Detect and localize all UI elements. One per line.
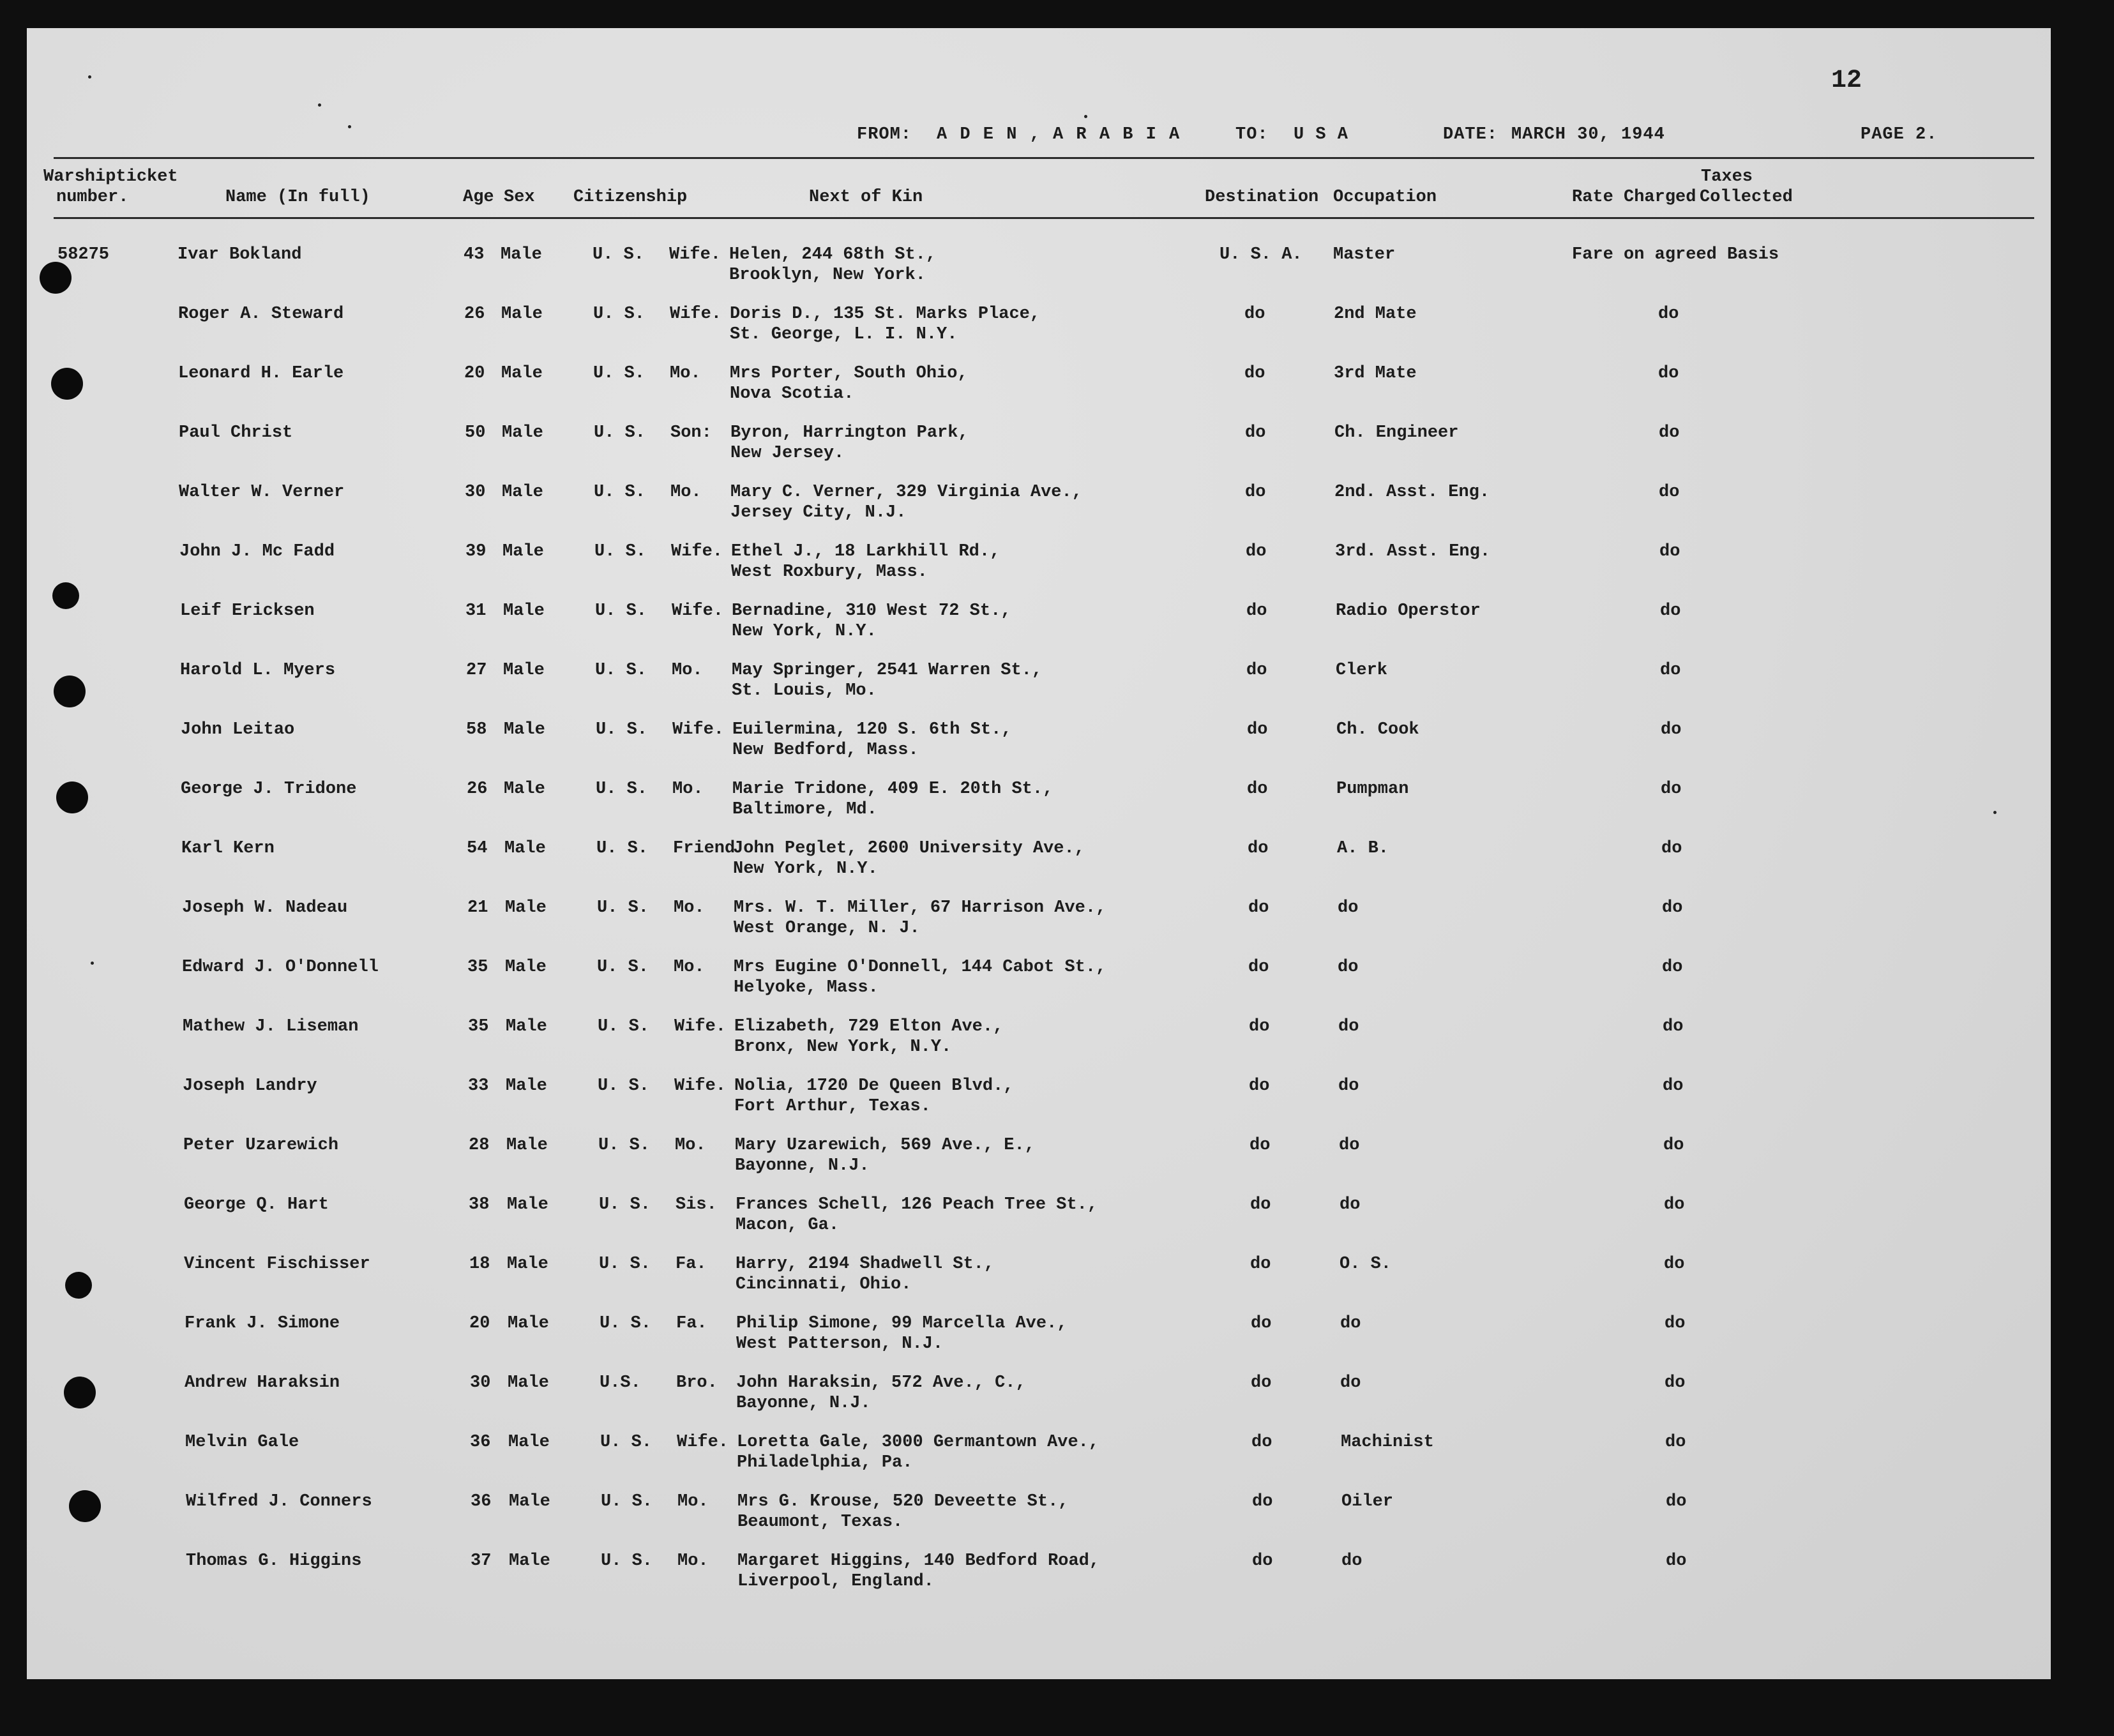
passenger-age: 31 bbox=[465, 601, 487, 621]
passenger-name: Edward J. O'Donnell bbox=[182, 958, 379, 977]
rate-charged: do bbox=[1662, 958, 1683, 977]
passenger-name: Joseph W. Nadeau bbox=[182, 898, 348, 917]
kin-relation: Mo. bbox=[674, 958, 705, 977]
passenger-occupation: do bbox=[1338, 1017, 1359, 1036]
passenger-destination: do bbox=[1248, 958, 1269, 977]
rate-charged: do bbox=[1659, 542, 1680, 561]
col-occupation: Occupation bbox=[1333, 188, 1437, 207]
passenger-citizenship: U. S. bbox=[599, 1255, 651, 1274]
from-label: FROM: bbox=[857, 125, 912, 144]
kin-name-address: Nolia, 1720 De Queen Blvd., bbox=[734, 1076, 1014, 1096]
passenger-sex: Male bbox=[509, 1492, 550, 1511]
passenger-occupation: do bbox=[1341, 1551, 1363, 1571]
passenger-citizenship: U. S. bbox=[601, 1551, 653, 1571]
passenger-destination: do bbox=[1244, 364, 1265, 383]
passenger-name: Ivar Bokland bbox=[177, 245, 302, 264]
from-value: A D E N , A R A B I A bbox=[937, 125, 1181, 144]
table-row bbox=[27, 1017, 2051, 1075]
kin-relation: Mo. bbox=[672, 661, 703, 680]
rate-charged: do bbox=[1665, 1314, 1686, 1333]
rate-charged: do bbox=[1661, 720, 1682, 739]
passenger-age: 38 bbox=[469, 1195, 490, 1214]
passenger-citizenship: U. S. bbox=[593, 305, 646, 324]
rate-charged: do bbox=[1659, 483, 1680, 502]
passenger-destination: do bbox=[1244, 305, 1265, 324]
punch-hole bbox=[64, 1377, 96, 1408]
passenger-destination: do bbox=[1246, 661, 1267, 680]
kin-city: New Bedford, Mass. bbox=[732, 741, 919, 760]
passenger-citizenship: U. S. bbox=[595, 661, 647, 680]
kin-name-address: Byron, Harrington Park, bbox=[730, 423, 969, 442]
table-row bbox=[27, 780, 2051, 837]
passenger-occupation: Ch. Cook bbox=[1336, 720, 1419, 739]
kin-city: Bayonne, N.J. bbox=[736, 1394, 871, 1413]
table-row bbox=[27, 1492, 2051, 1550]
passenger-age: 36 bbox=[470, 1433, 491, 1452]
passenger-age: 21 bbox=[467, 898, 488, 917]
passenger-name: Wilfred J. Conners bbox=[186, 1492, 372, 1511]
passenger-name: George J. Tridone bbox=[181, 780, 357, 799]
passenger-name: Frank J. Simone bbox=[185, 1314, 340, 1333]
passenger-citizenship: U. S. bbox=[593, 364, 646, 383]
rate-charged: do bbox=[1662, 898, 1683, 917]
passenger-citizenship: U. S. bbox=[599, 1195, 651, 1214]
passenger-sex: Male bbox=[508, 1314, 549, 1333]
punch-hole bbox=[65, 1272, 92, 1299]
passenger-name: Andrew Haraksin bbox=[185, 1373, 340, 1393]
kin-relation: Son: bbox=[670, 423, 712, 442]
passenger-destination: do bbox=[1248, 839, 1269, 858]
punch-hole bbox=[51, 368, 83, 400]
passenger-occupation: do bbox=[1340, 1314, 1361, 1333]
rate-charged: do bbox=[1660, 601, 1681, 621]
kin-city: Macon, Ga. bbox=[736, 1216, 840, 1235]
kin-city: Brooklyn, New York. bbox=[729, 266, 926, 285]
manifest-page bbox=[27, 28, 2051, 1679]
table-row bbox=[27, 839, 2051, 896]
kin-relation: Mo. bbox=[675, 1136, 706, 1155]
passenger-citizenship: U. S. bbox=[601, 1492, 653, 1511]
kin-name-address: May Springer, 2541 Warren St., bbox=[732, 661, 1043, 680]
kin-relation: Wife. bbox=[674, 1017, 727, 1036]
rate-charged: do bbox=[1663, 1076, 1684, 1096]
punch-hole bbox=[69, 1490, 101, 1522]
passenger-sex: Male bbox=[502, 423, 543, 442]
passenger-name: Peter Uzarewich bbox=[183, 1136, 339, 1155]
kin-relation: Fa. bbox=[676, 1314, 707, 1333]
kin-name-address: Bernadine, 310 West 72 St., bbox=[732, 601, 1011, 621]
kin-city: New York, N.Y. bbox=[733, 859, 878, 879]
kin-city: Fort Arthur, Texas. bbox=[734, 1097, 931, 1116]
table-row bbox=[27, 483, 2051, 540]
passenger-occupation: do bbox=[1338, 1076, 1359, 1096]
table-row bbox=[27, 1255, 2051, 1312]
passenger-destination: do bbox=[1252, 1492, 1273, 1511]
passenger-age: 36 bbox=[471, 1492, 492, 1511]
rate-charged: Fare on agreed Basis bbox=[1572, 245, 1779, 264]
kin-name-address: Margaret Higgins, 140 Bedford Road, bbox=[737, 1551, 1100, 1571]
passenger-occupation: A. B. bbox=[1337, 839, 1389, 858]
passenger-name: Roger A. Steward bbox=[178, 305, 344, 324]
passenger-sex: Male bbox=[509, 1551, 550, 1571]
kin-city: Cincinnati, Ohio. bbox=[736, 1275, 912, 1294]
passenger-citizenship: U. S. bbox=[600, 1314, 652, 1333]
kin-relation: Mo. bbox=[670, 483, 702, 502]
passenger-occupation: Pumpman bbox=[1336, 780, 1409, 799]
passenger-sex: Male bbox=[503, 601, 545, 621]
passenger-occupation: Master bbox=[1333, 245, 1396, 264]
passenger-citizenship: U. S. bbox=[593, 245, 645, 264]
passenger-age: 54 bbox=[467, 839, 488, 858]
passenger-sex: Male bbox=[505, 958, 547, 977]
kin-name-address: Elizabeth, 729 Elton Ave., bbox=[734, 1017, 1004, 1036]
passenger-destination: do bbox=[1250, 1255, 1271, 1274]
kin-name-address: Mary C. Verner, 329 Virginia Ave., bbox=[730, 483, 1082, 502]
kin-city: Baltimore, Md. bbox=[732, 800, 877, 819]
passenger-destination: do bbox=[1250, 1195, 1271, 1214]
passenger-occupation: Clerk bbox=[1336, 661, 1388, 680]
kin-relation: Wife. bbox=[669, 245, 721, 264]
passenger-destination: do bbox=[1249, 1076, 1270, 1096]
rate-charged: do bbox=[1666, 1551, 1687, 1571]
passenger-destination: do bbox=[1248, 898, 1269, 917]
col-next-of-kin: Next of Kin bbox=[809, 188, 923, 207]
kin-city: Jersey City, N.J. bbox=[730, 503, 907, 522]
kin-name-address: Mrs. W. T. Miller, 67 Harrison Ave., bbox=[734, 898, 1106, 917]
kin-name-address: Frances Schell, 126 Peach Tree St., bbox=[736, 1195, 1098, 1214]
kin-name-address: Mrs Eugine O'Donnell, 144 Cabot St., bbox=[734, 958, 1106, 977]
rate-charged: do bbox=[1663, 1136, 1684, 1155]
kin-city: West Orange, N. J. bbox=[734, 919, 920, 938]
col-destination: Destination bbox=[1205, 188, 1319, 207]
kin-name-address: Mrs G. Krouse, 520 Deveette St., bbox=[737, 1492, 1069, 1511]
passenger-age: 30 bbox=[465, 483, 486, 502]
rate-charged: do bbox=[1658, 305, 1679, 324]
speck bbox=[1084, 115, 1087, 118]
passenger-occupation: 2nd. Asst. Eng. bbox=[1334, 483, 1490, 502]
rate-charged: do bbox=[1661, 839, 1682, 858]
passenger-age: 20 bbox=[469, 1314, 490, 1333]
passenger-name: Leif Ericksen bbox=[180, 601, 315, 621]
kin-relation: Mo. bbox=[677, 1551, 709, 1571]
table-row bbox=[27, 245, 2051, 303]
kin-city: Beaumont, Texas. bbox=[737, 1513, 903, 1532]
table-row bbox=[27, 364, 2051, 421]
passenger-sex: Male bbox=[501, 364, 543, 383]
passenger-sex: Male bbox=[506, 1017, 547, 1036]
kin-name-address: Helen, 244 68th St., bbox=[729, 245, 937, 264]
passenger-sex: Male bbox=[504, 839, 546, 858]
kin-relation: Fa. bbox=[676, 1255, 707, 1274]
passenger-name: George Q. Hart bbox=[184, 1195, 329, 1214]
ticket-number: 58275 bbox=[57, 245, 110, 264]
col-name: Name (In full) bbox=[225, 188, 370, 207]
passenger-sex: Male bbox=[504, 720, 545, 739]
passenger-age: 26 bbox=[467, 780, 488, 799]
kin-city: St. George, L. I. N.Y. bbox=[730, 325, 958, 344]
passenger-destination: do bbox=[1246, 542, 1267, 561]
table-row bbox=[27, 305, 2051, 362]
passenger-destination: do bbox=[1249, 1017, 1270, 1036]
passenger-occupation: Machinist bbox=[1341, 1433, 1434, 1452]
passenger-sex: Male bbox=[501, 305, 543, 324]
kin-name-address: Ethel J., 18 Larkhill Rd., bbox=[731, 542, 1000, 561]
kin-relation: Wife. bbox=[670, 305, 722, 324]
passenger-destination: do bbox=[1245, 483, 1266, 502]
passenger-occupation: do bbox=[1338, 898, 1359, 917]
table-row bbox=[27, 661, 2051, 718]
passenger-sex: Male bbox=[504, 780, 545, 799]
passenger-destination: do bbox=[1251, 1314, 1272, 1333]
passenger-sex: Male bbox=[506, 1136, 548, 1155]
passenger-sex: Male bbox=[502, 483, 543, 502]
passenger-sex: Male bbox=[505, 898, 547, 917]
passenger-sex: Male bbox=[503, 661, 545, 680]
col-taxes-line2: Collected bbox=[1700, 188, 1793, 207]
kin-name-address: John Haraksin, 572 Ave., C., bbox=[736, 1373, 1026, 1393]
punch-hole bbox=[40, 262, 72, 294]
kin-name-address: Mary Uzarewich, 569 Ave., E., bbox=[735, 1136, 1035, 1155]
kin-relation: Sis. bbox=[676, 1195, 717, 1214]
passenger-age: 37 bbox=[471, 1551, 492, 1571]
passenger-age: 26 bbox=[464, 305, 485, 324]
kin-name-address: Marie Tridone, 409 E. 20th St., bbox=[732, 780, 1053, 799]
table-row bbox=[27, 1195, 2051, 1253]
col-ticket-line1: Warshipticket bbox=[43, 167, 178, 186]
passenger-name: Walter W. Verner bbox=[179, 483, 345, 502]
passenger-age: 20 bbox=[464, 364, 485, 383]
passenger-occupation: 3rd. Asst. Eng. bbox=[1335, 542, 1491, 561]
kin-city: West Roxbury, Mass. bbox=[731, 562, 928, 582]
col-citizenship: Citizenship bbox=[573, 188, 688, 207]
header-rule-top bbox=[54, 157, 2034, 159]
table-row bbox=[27, 542, 2051, 600]
passenger-sex: Male bbox=[501, 245, 542, 264]
rate-charged: do bbox=[1658, 364, 1679, 383]
passenger-name: Thomas G. Higgins bbox=[186, 1551, 362, 1571]
passenger-age: 27 bbox=[466, 661, 487, 680]
passenger-occupation: Ch. Engineer bbox=[1334, 423, 1459, 442]
table-row bbox=[27, 1433, 2051, 1490]
table-row bbox=[27, 1314, 2051, 1371]
passenger-occupation: O. S. bbox=[1340, 1255, 1392, 1274]
to-label: TO: bbox=[1235, 125, 1269, 144]
kin-relation: Mo. bbox=[677, 1492, 709, 1511]
speck bbox=[91, 962, 94, 965]
kin-city: Helyoke, Mass. bbox=[734, 978, 879, 997]
header-rule-bottom bbox=[54, 217, 2034, 219]
punch-hole bbox=[56, 781, 88, 813]
passenger-occupation: 3rd Mate bbox=[1334, 364, 1417, 383]
kin-city: Nova Scotia. bbox=[730, 384, 854, 404]
passenger-name: Vincent Fischisser bbox=[184, 1255, 370, 1274]
kin-relation: Wife. bbox=[677, 1433, 729, 1452]
passenger-destination: do bbox=[1247, 780, 1268, 799]
passenger-citizenship: U. S. bbox=[598, 1076, 650, 1096]
passenger-occupation: do bbox=[1340, 1195, 1361, 1214]
passenger-citizenship: U. S. bbox=[594, 423, 646, 442]
passenger-destination: U. S. A. bbox=[1219, 245, 1302, 264]
speck bbox=[318, 103, 321, 107]
kin-relation: Wife. bbox=[672, 720, 725, 739]
speck bbox=[1993, 811, 1997, 814]
passenger-occupation: do bbox=[1339, 1136, 1360, 1155]
kin-name-address: Mrs Porter, South Ohio, bbox=[730, 364, 968, 383]
kin-city: Bronx, New York, N.Y. bbox=[734, 1038, 952, 1057]
passenger-occupation: Oiler bbox=[1341, 1492, 1394, 1511]
table-row bbox=[27, 423, 2051, 481]
kin-city: New York, N.Y. bbox=[732, 622, 877, 641]
passenger-occupation: Radio Operstor bbox=[1336, 601, 1481, 621]
passenger-citizenship: U. S. bbox=[596, 780, 648, 799]
col-rate-charged: Rate Charged bbox=[1572, 188, 1696, 207]
kin-name-address: Harry, 2194 Shadwell St., bbox=[736, 1255, 995, 1274]
passenger-citizenship: U. S. bbox=[595, 601, 647, 621]
table-row bbox=[27, 1551, 2051, 1609]
passenger-name: Melvin Gale bbox=[185, 1433, 299, 1452]
kin-relation: Wife. bbox=[671, 542, 723, 561]
passenger-sex: Male bbox=[506, 1076, 547, 1096]
rate-charged: do bbox=[1665, 1373, 1686, 1393]
passenger-age: 28 bbox=[469, 1136, 490, 1155]
passenger-citizenship: U. S. bbox=[598, 1017, 650, 1036]
passenger-sex: Male bbox=[508, 1373, 549, 1393]
rate-charged: do bbox=[1665, 1433, 1686, 1452]
passenger-occupation: 2nd Mate bbox=[1334, 305, 1417, 324]
passenger-destination: do bbox=[1247, 720, 1268, 739]
page-label: PAGE 2. bbox=[1861, 125, 1938, 144]
passenger-age: 18 bbox=[469, 1255, 490, 1274]
page-number: 12 bbox=[1831, 66, 1862, 95]
kin-city: Liverpool, England. bbox=[737, 1572, 934, 1591]
table-row bbox=[27, 1076, 2051, 1134]
passenger-name: Leonard H. Earle bbox=[178, 364, 344, 383]
passenger-destination: do bbox=[1245, 423, 1266, 442]
passenger-age: 30 bbox=[470, 1373, 491, 1393]
rate-charged: do bbox=[1659, 423, 1680, 442]
passenger-name: Paul Christ bbox=[179, 423, 293, 442]
passenger-occupation: do bbox=[1338, 958, 1359, 977]
passenger-destination: do bbox=[1250, 1136, 1271, 1155]
to-value: U S A bbox=[1294, 125, 1349, 144]
kin-relation: Wife. bbox=[672, 601, 724, 621]
passenger-destination: do bbox=[1251, 1433, 1272, 1452]
kin-name-address: Doris D., 135 St. Marks Place, bbox=[730, 305, 1041, 324]
table-row bbox=[27, 958, 2051, 1015]
passenger-sex: Male bbox=[507, 1195, 548, 1214]
passenger-citizenship: U. S. bbox=[600, 1433, 653, 1452]
kin-relation: Mo. bbox=[674, 898, 705, 917]
rate-charged: do bbox=[1663, 1017, 1684, 1036]
passenger-citizenship: U. S. bbox=[598, 1136, 651, 1155]
passenger-citizenship: U.S. bbox=[600, 1373, 641, 1393]
passenger-age: 35 bbox=[467, 958, 488, 977]
passenger-age: 43 bbox=[464, 245, 485, 264]
passenger-citizenship: U. S. bbox=[594, 542, 647, 561]
passenger-age: 33 bbox=[468, 1076, 489, 1096]
passenger-name: John Leitao bbox=[181, 720, 295, 739]
table-row bbox=[27, 720, 2051, 778]
passenger-citizenship: U. S. bbox=[596, 720, 648, 739]
table-row bbox=[27, 898, 2051, 956]
kin-city: Philadelphia, Pa. bbox=[737, 1453, 913, 1472]
passenger-age: 39 bbox=[465, 542, 487, 561]
date-value: MARCH 30, 1944 bbox=[1511, 125, 1665, 144]
col-age: Age bbox=[463, 188, 494, 207]
passenger-citizenship: U. S. bbox=[594, 483, 646, 502]
passenger-destination: do bbox=[1246, 601, 1267, 621]
passenger-destination: do bbox=[1252, 1551, 1273, 1571]
passenger-citizenship: U. S. bbox=[597, 898, 649, 917]
col-taxes-line1: Taxes bbox=[1701, 167, 1753, 186]
passenger-name: Mathew J. Liseman bbox=[183, 1017, 359, 1036]
kin-relation: Mo. bbox=[672, 780, 704, 799]
passenger-sex: Male bbox=[508, 1433, 550, 1452]
punch-hole bbox=[52, 582, 79, 609]
passenger-destination: do bbox=[1251, 1373, 1272, 1393]
rate-charged: do bbox=[1660, 661, 1681, 680]
passenger-citizenship: U. S. bbox=[596, 839, 649, 858]
passenger-citizenship: U. S. bbox=[597, 958, 649, 977]
kin-relation: Friend bbox=[673, 839, 736, 858]
speck bbox=[348, 125, 351, 128]
rate-charged: do bbox=[1664, 1255, 1685, 1274]
rate-charged: do bbox=[1661, 780, 1682, 799]
kin-city: New Jersey. bbox=[730, 444, 845, 463]
col-ticket-line2: number. bbox=[56, 188, 129, 207]
speck bbox=[88, 75, 91, 79]
col-sex: Sex bbox=[504, 188, 535, 207]
kin-city: St. Louis, Mo. bbox=[732, 681, 877, 700]
passenger-age: 58 bbox=[466, 720, 487, 739]
kin-relation: Bro. bbox=[676, 1373, 718, 1393]
kin-city: West Patterson, N.J. bbox=[736, 1334, 944, 1354]
passenger-age: 35 bbox=[468, 1017, 489, 1036]
kin-name-address: Loretta Gale, 3000 Germantown Ave., bbox=[737, 1433, 1099, 1452]
table-row bbox=[27, 601, 2051, 659]
kin-relation: Wife. bbox=[674, 1076, 727, 1096]
rate-charged: do bbox=[1666, 1492, 1687, 1511]
passenger-sex: Male bbox=[507, 1255, 548, 1274]
kin-name-address: John Peglet, 2600 University Ave., bbox=[733, 839, 1085, 858]
passenger-name: Joseph Landry bbox=[183, 1076, 317, 1096]
passenger-sex: Male bbox=[502, 542, 544, 561]
kin-name-address: Euilermina, 120 S. 6th St., bbox=[732, 720, 1012, 739]
table-row bbox=[27, 1373, 2051, 1431]
kin-name-address: Philip Simone, 99 Marcella Ave., bbox=[736, 1314, 1068, 1333]
passenger-occupation: do bbox=[1340, 1373, 1361, 1393]
passenger-age: 50 bbox=[465, 423, 486, 442]
punch-hole bbox=[54, 676, 86, 707]
kin-relation: Mo. bbox=[670, 364, 701, 383]
passenger-name: John J. Mc Fadd bbox=[179, 542, 335, 561]
passenger-name: Karl Kern bbox=[181, 839, 275, 858]
passenger-name: Harold L. Myers bbox=[180, 661, 336, 680]
date-label: DATE: bbox=[1443, 125, 1499, 144]
table-row bbox=[27, 1136, 2051, 1193]
kin-city: Bayonne, N.J. bbox=[735, 1156, 870, 1175]
rate-charged: do bbox=[1664, 1195, 1685, 1214]
